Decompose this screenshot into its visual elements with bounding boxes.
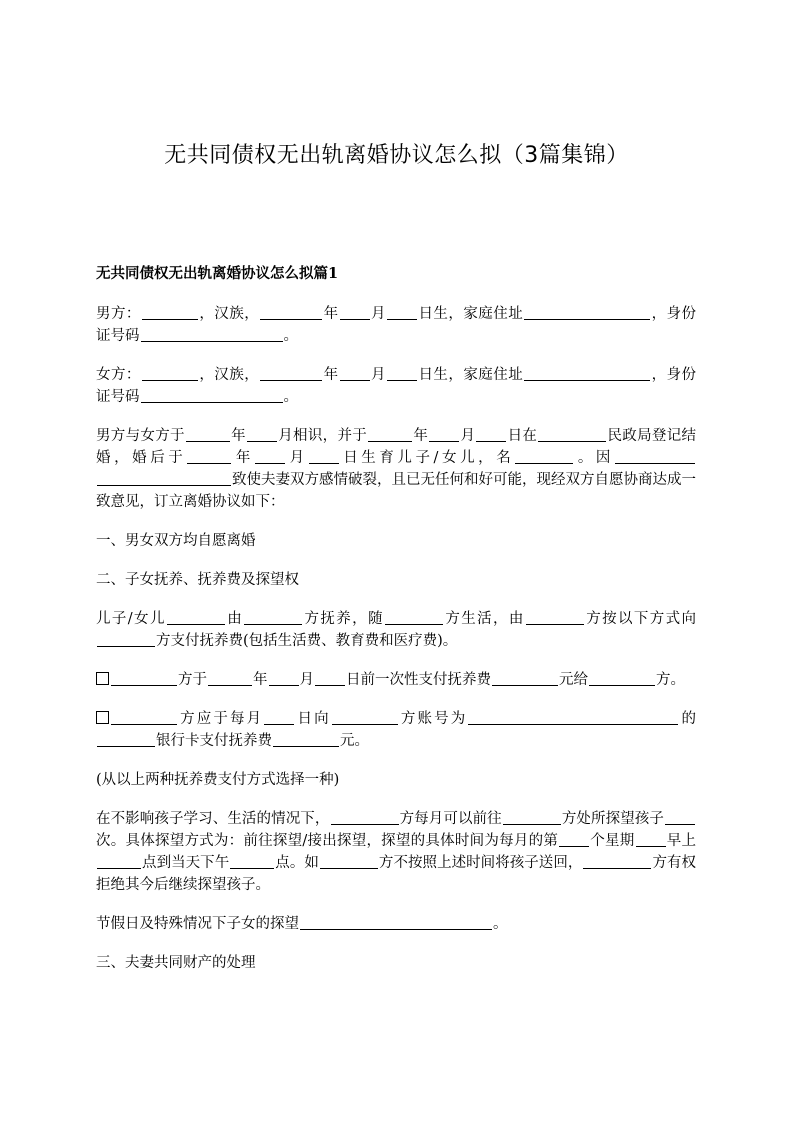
marriage-paragraph: 男方与女方于 年 月相识，并于 年 月 日在 民政局登记结婚，婚后于 年 月 日生育儿子/女儿，名 。因致使夫妻双方感情破裂，且已无任何和好可能，现经双方自愿协商达成一致意见，订立离婚协议如下： — [96, 428, 697, 510]
party-blank[interactable] — [111, 670, 177, 686]
registry-blank[interactable] — [538, 426, 606, 442]
visitation-paragraph: 在不影响孩子学习、生活的情况下， 方每月可以前往 方处所探望孩子次。具体探望方式为：前往探望/接出探望，探望的具体时间为每月的第 个星期 早上点到当天下午 点。如 方不按照上述时间将孩子送回， 方有权拒绝其今后继续探望孩子。 — [96, 811, 697, 893]
day-blank[interactable] — [309, 448, 339, 464]
id-number-blank[interactable] — [141, 387, 283, 403]
month-blank[interactable] — [247, 426, 277, 442]
month-blank[interactable] — [269, 670, 299, 686]
month-blank[interactable] — [340, 365, 370, 381]
amount-blank[interactable] — [492, 670, 558, 686]
payment-note: (从以上两种抚养费支付方式选择一种) — [96, 772, 340, 788]
name-blank[interactable] — [142, 304, 198, 320]
address-blank[interactable] — [524, 365, 650, 381]
party-blank[interactable] — [320, 853, 378, 869]
party-blank[interactable] — [97, 631, 155, 647]
name-blank[interactable] — [142, 365, 198, 381]
day-blank[interactable] — [315, 670, 345, 686]
party-blank[interactable] — [244, 609, 302, 625]
clause-3-heading: 三、夫妻共同财产的处理 — [96, 955, 256, 971]
party-blank[interactable] — [526, 609, 584, 625]
year-blank[interactable] — [260, 365, 322, 381]
bank-blank[interactable] — [97, 731, 155, 747]
female-party-paragraph: 女方： ，汉族， 年 月 日生，家庭住址 ，身份证号码 。 — [96, 367, 697, 405]
year-blank[interactable] — [187, 448, 231, 464]
weekday-blank[interactable] — [636, 831, 666, 847]
day-blank[interactable] — [387, 365, 417, 381]
reason-blank[interactable] — [615, 448, 695, 464]
child-name-blank[interactable] — [515, 448, 573, 464]
week-number-blank[interactable] — [559, 831, 589, 847]
address-blank[interactable] — [524, 304, 650, 320]
party-blank[interactable] — [332, 709, 398, 725]
year-blank[interactable] — [368, 426, 412, 442]
count-blank[interactable] — [665, 809, 695, 825]
day-blank[interactable] — [264, 709, 294, 725]
year-blank[interactable] — [260, 304, 322, 320]
monthly-checkbox[interactable] — [96, 711, 109, 724]
month-blank[interactable] — [429, 426, 459, 442]
party-blank[interactable] — [503, 809, 561, 825]
clause-2-heading: 二、子女抚养、抚养费及探望权 — [96, 572, 299, 588]
document-body — [96, 262, 696, 991]
document-title: 无共同债权无出轨离婚协议怎么拟（3篇集锦） — [164, 143, 629, 168]
party-blank[interactable] — [583, 853, 651, 869]
section-heading: 无共同债权无出轨离婚协议怎么拟篇1 — [96, 265, 339, 282]
party-blank[interactable] — [385, 609, 443, 625]
year-blank[interactable] — [186, 426, 230, 442]
account-number-blank[interactable] — [468, 709, 678, 725]
party-blank[interactable] — [589, 670, 655, 686]
holiday-visitation-paragraph: 节假日及特殊情况下子女的探望 。 — [96, 916, 508, 932]
party-blank[interactable] — [331, 809, 399, 825]
month-blank[interactable] — [255, 448, 285, 464]
month-blank[interactable] — [340, 304, 370, 320]
party-blank[interactable] — [111, 709, 177, 725]
reason-blank-continued[interactable] — [97, 470, 231, 486]
id-number-blank[interactable] — [141, 326, 283, 342]
lump-sum-option: 方于 年 月 日前一次性支付抚养费 元给 方。 — [96, 669, 696, 691]
male-party-paragraph: 男方： ，汉族， 年 月 日生，家庭住址 ，身份证号码 。 — [96, 306, 697, 344]
holiday-arrangement-blank[interactable] — [300, 914, 492, 930]
hour-blank[interactable] — [230, 853, 274, 869]
day-blank[interactable] — [387, 304, 417, 320]
lump-sum-checkbox[interactable] — [96, 672, 109, 685]
custody-paragraph: 儿子/女儿 由 方抚养，随 方生活，由 方按以下方式向方支付抚养费(包括生活费、教育费和医疗费)。 — [96, 611, 697, 649]
monthly-option: 方应于每月 日向 方账号为 的银行卡支付抚养费 元。 — [96, 708, 696, 752]
amount-blank[interactable] — [273, 731, 339, 747]
day-blank[interactable] — [476, 426, 506, 442]
clause-1-heading: 一、男女双方均自愿离婚 — [96, 533, 256, 549]
hour-blank[interactable] — [97, 853, 141, 869]
child-name-blank[interactable] — [167, 609, 225, 625]
year-blank[interactable] — [208, 670, 252, 686]
